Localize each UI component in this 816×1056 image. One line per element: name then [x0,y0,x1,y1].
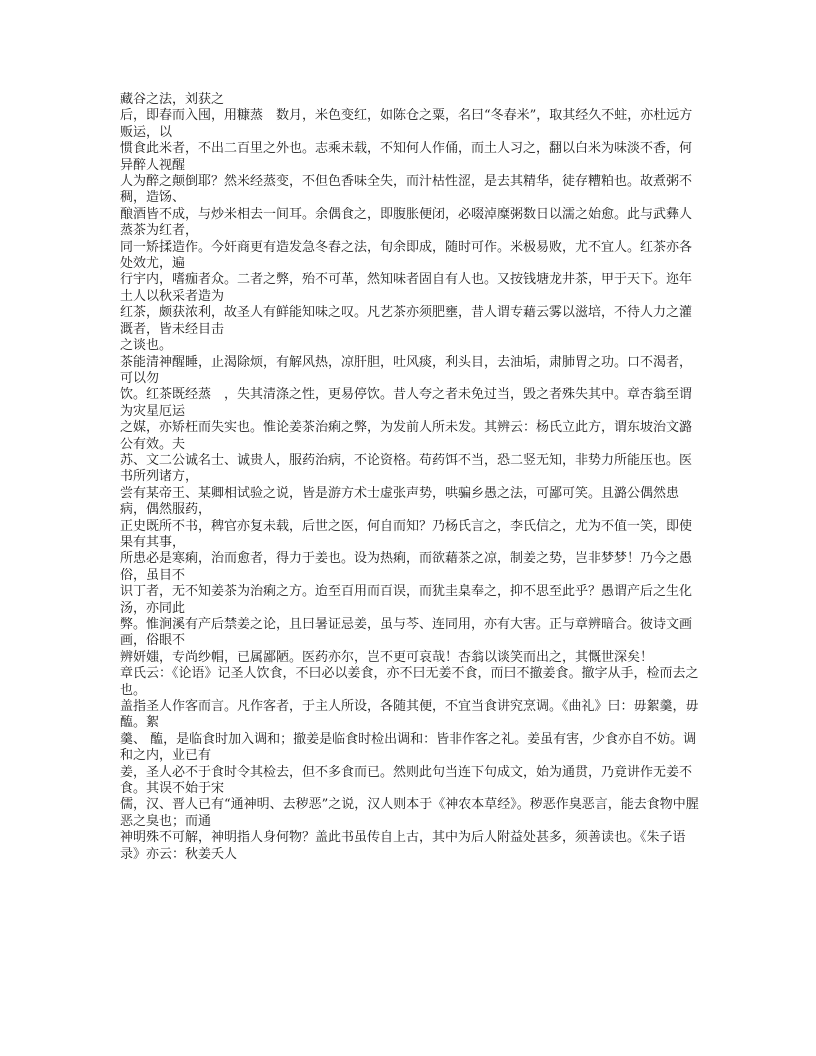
body-text [120,92,703,863]
text-line: 藏谷之法，刘获之 [120,92,225,107]
text-line: 后，即春而入囤，用糠蒸 数月，米色变红，如陈仓之粟，名曰“冬春米”，取其经久不蛀，亦杜远方贩运，以 [120,108,693,140]
text-line: 辨妍媸，专尚纱帽，已属鄙陋。医药亦尔，岂不更可哀哉！杏翁以谈笑而出之，其慨世深矣！ [120,649,654,665]
text-line: 苏、文二公诚名士、诚贵人，服药治病，不论资格。苟药饵不当，恐二竖无知，非势力所能压也。医书所列诸方， [120,452,693,485]
text-line: 章氏云：《论语》记圣人饮食，不曰必以姜食，亦不曰无姜不食，而曰不撤姜食。撤字从手，检而去之也。 [120,666,699,698]
text-line: 同一矫揉造作。今奸商更有造发急冬舂之法，旬余即成，随时可作。米极易败，尤不宜人。红茶亦各处效尤，遍 [120,239,693,272]
text-line: 儒，汉、晋人已有“通神明、去秽恶”之说，汉人则本于《神农本草经》。秽恶作臭恶言，能去食物中腥恶之臭也；而通 [120,797,699,829]
text-line: 尝有某帝王、某卿相试验之说，皆是游方术士虚张声势，哄骗乡愚之法，可鄙可笑。且潞公偶然患病，偶然服药， [120,485,680,518]
text-line: 人为醉之颠倒耶？然米经蒸变，不但色香味全失，而汁枯性涩，是去其精华，徒存糟粕也。故煮粥不稠，造饧、 [120,174,693,206]
text-line: 正史既所不书，稗官亦复未载，后世之医，何自而知？乃杨氏言之，李氏信之，尤为不值一笑，即使果有其事， [120,518,693,550]
text-line: 识丁者，无不知姜茶为治痢之方。迨至百用而百误，而犹圭臬奉之，抑不思至此乎？愚谓产后之生化汤，亦同此 [120,584,693,616]
text-line: 之谈也。 [120,338,173,354]
text-line: 行宇内，嗜痂者众。二者之弊，殆不可革，然知味者固自有人也。又按钱塘龙井茶，甲于天下。迩年土人以秋采者造为 [120,272,693,304]
text-line: 姜，圣人必不于食时令其检去，但不多食而已。然则此句当连下句成文，始为通贯，乃竟讲作无姜不食。其误不始于宋 [120,764,693,797]
text-line: 惯食此米者，不出二百里之外也。志乘未载，不知何人作俑，而土人习之，翻以白米为味淡不香，何异醉人视醒 [120,141,693,173]
text-line: 盖指圣人作客而言。凡作客者，于主人所设，各随其便，不宜当食讲究烹调。《曲礼》曰：毋絮羹，毋 醢。絮 [120,699,699,731]
text-line: 所患必是寒痢，治而愈者，得力于姜也。设为热痢，而欲藉茶之凉，制姜之势，岂非梦梦！乃今之愚俗，虽目不 [120,551,693,583]
text-line: 茶能清神醒睡，止渴除烦，有解风热，凉肝胆，吐风痰，利头目，去油垢，肃肺胃之功。口不渴者，可以勿 [120,354,693,386]
text-line: 红茶，颇获浓利，故圣人有鲜能知味之叹。凡艺茶亦须肥壅，昔人谓专藉云雾以滋培，不待人力之灌溉者，皆未经目击 [120,305,693,337]
text-line: 酿酒皆不成，与炒米相去一间耳。余偶食之，即腹胀便闭，必啜淖糜粥数日以濡之始愈。此与武彝人蒸茶为红者， [120,206,693,239]
text-line: 弊。惟涧溪有产后禁姜之论，且曰暑证忌姜，虽与芩、连同用，亦有大害。正与章辨暗合。彼诗文画画，俗眼不 [120,617,693,649]
text-line: 饮。红茶既经蒸 ，失其清涤之性，更易停饮。昔人夸之者未免过当，毁之者殊失其中。章杏翁至谓为灾星厄运 [120,387,693,419]
text-line: 之媒，亦矫枉而失实也。惟论姜茶治痢之弊，为发前人所未发。其辨云：杨氏立此方，谓东坡治文潞公有效。夫 [120,420,693,452]
text-line: 神明殊不可解，神明指人身何物？盖此书虽传自上古，其中为后人附益处甚多，须善读也。《朱子语录》亦云：秋姜夭人 [120,830,686,862]
text-line: 羹、 醢，是临食时加入调和；撤姜是临食时检出调和：皆非作客之礼。姜虽有害，少食亦自不妨。调和之内，业已有 [120,731,697,764]
